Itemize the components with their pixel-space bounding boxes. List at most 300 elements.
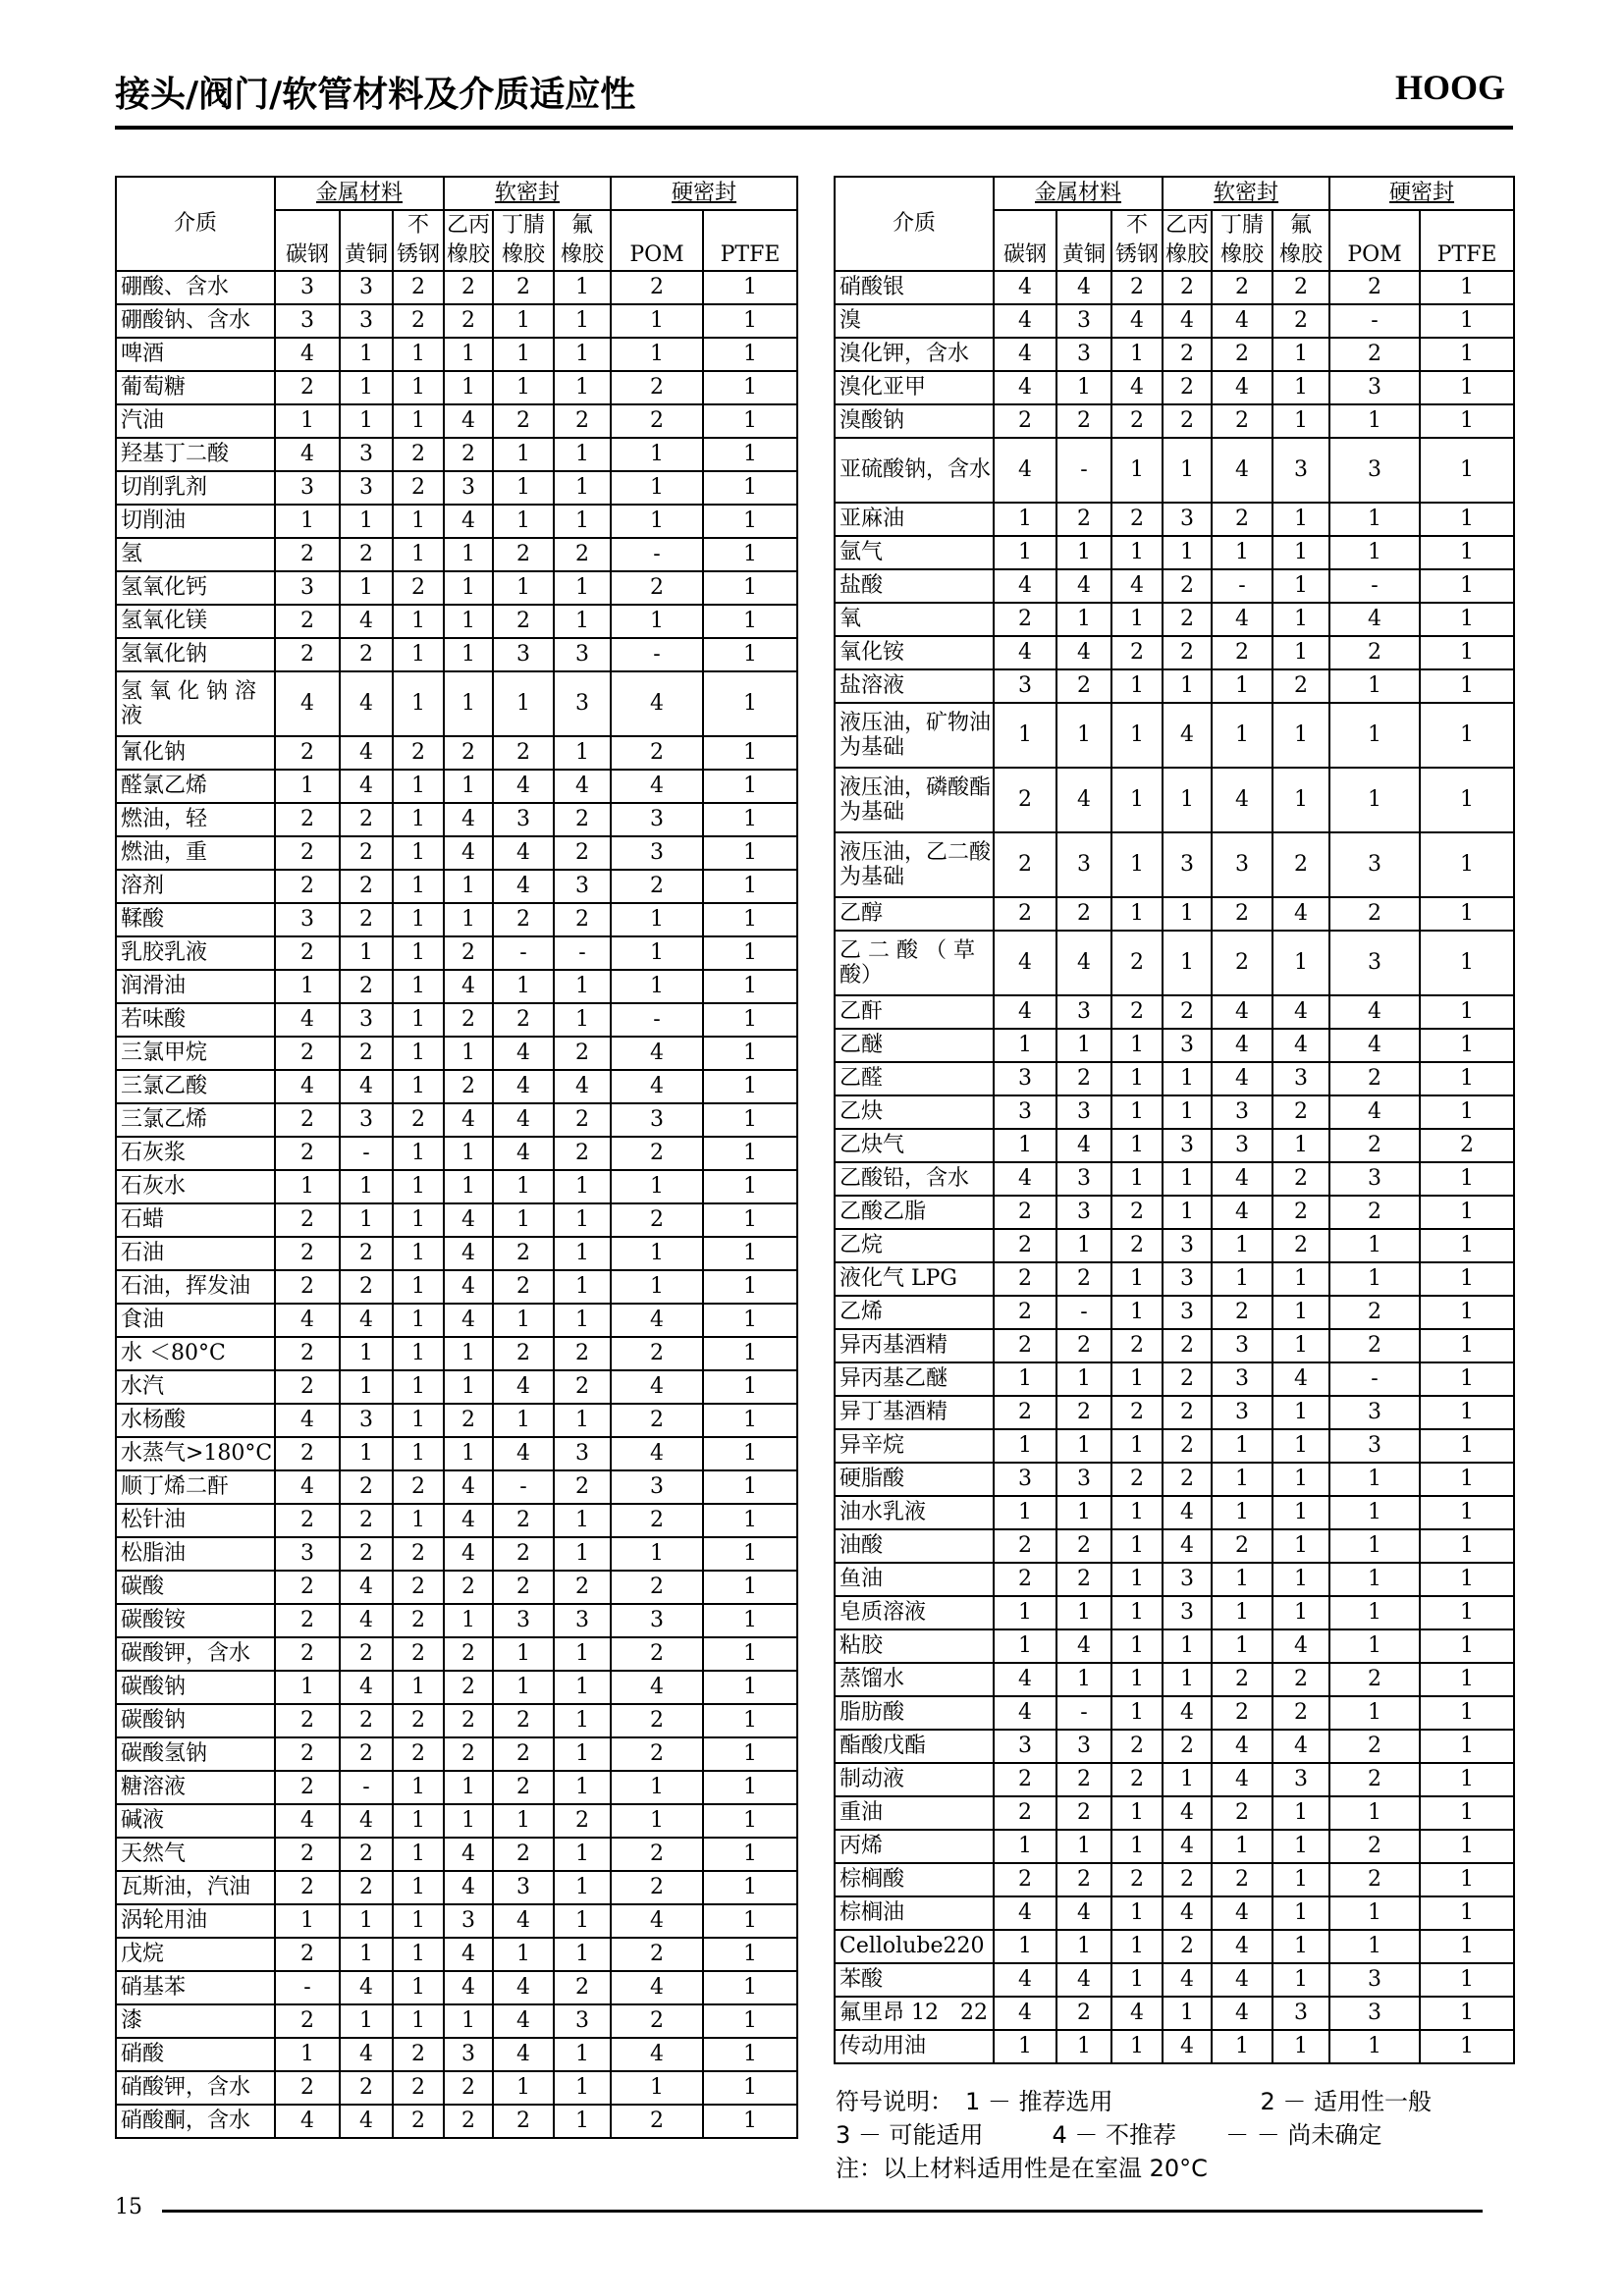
rating-cell: 1	[275, 970, 340, 1003]
medium-name: 碱液	[116, 1804, 275, 1838]
col-header-top	[1329, 210, 1420, 240]
rating-cell: 1	[994, 703, 1056, 768]
rating-cell: 1	[1056, 1229, 1111, 1262]
rating-cell: 1	[1329, 1463, 1420, 1496]
rating-cell: 2	[1163, 1930, 1212, 1963]
rating-cell: 1	[340, 1203, 393, 1237]
rating-cell: 1	[703, 404, 797, 438]
rating-cell: 4	[275, 1003, 340, 1037]
rating-cell: 2	[1163, 1730, 1212, 1763]
rating-cell: 4	[1056, 569, 1111, 603]
rating-cell: 2	[611, 404, 703, 438]
rating-cell: 4	[1212, 1730, 1272, 1763]
rating-cell: 1	[444, 671, 493, 736]
table-row	[835, 1296, 1514, 1329]
medium-name: 氢氧化钠	[116, 638, 275, 671]
rating-cell: 2	[1111, 931, 1163, 995]
table-row	[835, 1396, 1514, 1429]
rating-cell: 1	[1056, 1930, 1111, 1963]
rating-cell: 3	[1272, 438, 1329, 503]
rating-cell: 4	[275, 1070, 340, 1103]
footer-rule	[162, 2210, 1483, 2213]
rating-cell: 2	[444, 304, 493, 338]
rating-cell: 2	[1056, 1563, 1111, 1596]
rating-cell: 2	[554, 903, 611, 936]
rating-cell: 2	[994, 1763, 1056, 1796]
rating-cell: 1	[1272, 338, 1329, 371]
rating-cell: 2	[393, 1537, 444, 1571]
table-row	[116, 538, 797, 571]
rating-cell: 4	[1056, 931, 1111, 995]
rating-cell: 1	[393, 671, 444, 736]
rating-cell: 4	[611, 1904, 703, 1938]
rating-cell: 2	[1163, 404, 1212, 438]
rating-cell: -	[1056, 438, 1111, 503]
rating-cell: 2	[275, 1337, 340, 1370]
rating-cell: 4	[275, 438, 340, 471]
rating-cell: 2	[493, 1337, 554, 1370]
col-header-bottom: 黄铜	[1056, 240, 1111, 271]
rating-cell: 1	[611, 605, 703, 638]
rating-cell: 3	[1212, 832, 1272, 897]
table-row	[835, 768, 1514, 832]
rating-cell: 4	[444, 1537, 493, 1571]
rating-cell: 1	[703, 638, 797, 671]
medium-name: 水汽	[116, 1370, 275, 1404]
rating-cell: 1	[703, 371, 797, 404]
rating-cell: 2	[611, 2004, 703, 2038]
rating-cell: 2	[1329, 338, 1420, 371]
rating-cell: 2	[1329, 1296, 1420, 1329]
table-row	[116, 404, 797, 438]
rating-cell: 3	[1329, 1162, 1420, 1196]
rating-cell: 4	[1212, 1997, 1272, 2030]
rating-cell: 2	[994, 603, 1056, 636]
rating-cell: 4	[554, 1070, 611, 1103]
rating-cell: 1	[554, 1404, 611, 1437]
col-header-top: 乙丙	[444, 210, 493, 240]
medium-name: 瓦斯油，汽油	[116, 1871, 275, 1904]
rating-cell: 3	[1329, 1963, 1420, 1997]
rating-cell: 1	[1272, 1863, 1329, 1896]
rating-cell: 2	[1111, 1863, 1163, 1896]
rating-cell: 1	[1272, 1896, 1329, 1930]
rating-cell: 4	[444, 836, 493, 870]
rating-cell: 1	[1420, 1963, 1514, 1997]
rating-cell: 3	[1056, 832, 1111, 897]
rating-cell: 1	[1056, 703, 1111, 768]
rating-cell: 1	[1272, 1396, 1329, 1429]
rating-cell: 1	[703, 571, 797, 605]
rating-cell: 2	[393, 2105, 444, 2138]
rating-cell: 1	[493, 338, 554, 371]
rating-cell: 1	[554, 338, 611, 371]
rating-cell: 2	[275, 1771, 340, 1804]
table-row	[835, 1429, 1514, 1463]
rating-cell: 2	[275, 1838, 340, 1871]
rating-cell: 1	[1212, 2030, 1272, 2063]
rating-cell: 1	[493, 1804, 554, 1838]
rating-cell: 1	[393, 638, 444, 671]
table-row	[116, 1003, 797, 1037]
rating-cell: 4	[1212, 1963, 1272, 1997]
rating-cell: 2	[393, 2071, 444, 2105]
rating-cell: 1	[554, 1704, 611, 1737]
rating-cell: 1	[1212, 669, 1272, 703]
rating-cell: 4	[444, 1103, 493, 1137]
rating-cell: 4	[1329, 603, 1420, 636]
rating-cell: 3	[1163, 832, 1212, 897]
table-row	[116, 1804, 797, 1838]
rating-cell: 4	[340, 1304, 393, 1337]
rating-cell: 1	[994, 503, 1056, 536]
rating-cell: 1	[1329, 1229, 1420, 1262]
rating-cell: 1	[1272, 536, 1329, 569]
rating-cell: 1	[1111, 536, 1163, 569]
medium-name: 异丁基酒精	[835, 1396, 994, 1429]
table-row	[835, 1463, 1514, 1496]
table-row	[835, 1896, 1514, 1930]
rating-cell: 1	[444, 338, 493, 371]
rating-cell: 1	[703, 1470, 797, 1504]
group-metal-header	[994, 177, 1163, 210]
medium-name: 燃油，轻	[116, 803, 275, 836]
rating-cell: 1	[444, 1804, 493, 1838]
rating-cell: 1	[1420, 371, 1514, 404]
rating-cell: 1	[444, 903, 493, 936]
rating-cell: 4	[1212, 1930, 1272, 1963]
rating-cell: 1	[444, 538, 493, 571]
table-row	[116, 836, 797, 870]
rating-cell: 4	[1056, 1629, 1111, 1663]
rating-cell: 1	[1420, 1463, 1514, 1496]
rating-cell: 4	[1056, 1896, 1111, 1930]
rating-cell: 4	[493, 1437, 554, 1470]
rating-cell: 2	[611, 1504, 703, 1537]
medium-name: 汽油	[116, 404, 275, 438]
rating-cell: 2	[611, 271, 703, 304]
rating-cell: 1	[1272, 1429, 1329, 1463]
medium-name: 戊烷	[116, 1938, 275, 1971]
rating-cell: 4	[554, 770, 611, 803]
rating-cell: 4	[275, 1804, 340, 1838]
rating-cell: 2	[493, 903, 554, 936]
rating-cell: 1	[554, 1203, 611, 1237]
rating-cell: 2	[444, 271, 493, 304]
rating-cell: 4	[493, 1103, 554, 1137]
rating-cell: 1	[611, 2071, 703, 2105]
medium-name: 碳酸钾，含水	[116, 1637, 275, 1671]
col-header-top: 乙丙	[1163, 210, 1212, 240]
rating-cell: 4	[1163, 1896, 1212, 1930]
rating-cell: 2	[1056, 1396, 1111, 1429]
medium-name: 乙酸铅，含水	[835, 1162, 994, 1196]
rating-cell: 1	[611, 936, 703, 970]
rating-cell: 3	[340, 471, 393, 505]
medium-name: 氧	[835, 603, 994, 636]
rating-cell: 2	[611, 1137, 703, 1170]
rating-cell: 4	[493, 1137, 554, 1170]
rating-cell: 2	[275, 1237, 340, 1270]
table-row	[116, 1437, 797, 1470]
rating-cell: 1	[1272, 2030, 1329, 2063]
rating-cell: 4	[994, 338, 1056, 371]
rating-cell: 2	[275, 1270, 340, 1304]
medium-header: 介质	[835, 177, 994, 271]
medium-name: 三氯乙烯	[116, 1103, 275, 1137]
rating-cell: 1	[1420, 1596, 1514, 1629]
table-row	[835, 371, 1514, 404]
rating-cell: 1	[1111, 438, 1163, 503]
rating-cell: 1	[393, 1237, 444, 1270]
col-header-bottom: 橡胶	[1272, 240, 1329, 271]
rating-cell: 4	[444, 1237, 493, 1270]
rating-cell: 1	[994, 1830, 1056, 1863]
medium-name: 氧化铵	[835, 636, 994, 669]
rating-cell: 2	[444, 1070, 493, 1103]
rating-cell: 1	[1420, 603, 1514, 636]
rating-cell: 1	[340, 1904, 393, 1938]
medium-name: 氢 氧 化 钠 溶液	[116, 671, 275, 736]
rating-cell: 1	[1420, 669, 1514, 703]
rating-cell: 2	[493, 1270, 554, 1304]
rating-cell: 4	[1212, 995, 1272, 1029]
rating-cell: 1	[611, 505, 703, 538]
rating-cell: 2	[1056, 897, 1111, 931]
rating-cell: 1	[1111, 1095, 1163, 1129]
rating-cell: 2	[994, 1863, 1056, 1896]
rating-cell: 1	[1111, 703, 1163, 768]
rating-cell: 1	[393, 1804, 444, 1838]
rating-cell: 2	[1329, 1763, 1420, 1796]
rating-cell: 1	[393, 1938, 444, 1971]
rating-cell: 4	[340, 2038, 393, 2071]
rating-cell: 1	[703, 1504, 797, 1537]
rating-cell: 1	[1056, 1496, 1111, 1529]
rating-cell: 2	[444, 736, 493, 770]
medium-name: 酯酸戊酯	[835, 1730, 994, 1763]
rating-cell: 4	[1212, 1162, 1272, 1196]
rating-cell: 2	[994, 1296, 1056, 1329]
rating-cell: 3	[340, 271, 393, 304]
rating-cell: 4	[444, 404, 493, 438]
rating-cell: 1	[1420, 832, 1514, 897]
rating-cell: 4	[1163, 1696, 1212, 1730]
rating-cell: 4	[611, 1037, 703, 1070]
medium-name: 液化气 LPG	[835, 1262, 994, 1296]
rating-cell: 1	[1272, 1796, 1329, 1830]
rating-cell: 4	[994, 438, 1056, 503]
rating-cell: 2	[1329, 1730, 1420, 1763]
rating-cell: 1	[554, 1771, 611, 1804]
rating-cell: 2	[1163, 1396, 1212, 1429]
rating-cell: 2	[493, 1704, 554, 1737]
table-row	[835, 1629, 1514, 1663]
rating-cell: 2	[1329, 1863, 1420, 1896]
rating-cell: 2	[1420, 1129, 1514, 1162]
rating-cell: 2	[611, 1838, 703, 1871]
group-soft-header	[444, 177, 611, 210]
col-header-bottom: PTFE	[1420, 240, 1514, 271]
table-row	[835, 636, 1514, 669]
rating-cell: 1	[611, 1537, 703, 1571]
table-row	[116, 1370, 797, 1404]
rating-cell: 4	[1212, 768, 1272, 832]
medium-name: 传动用油	[835, 2030, 994, 2063]
rating-cell: 3	[1272, 1062, 1329, 1095]
rating-cell: 2	[444, 1404, 493, 1437]
rating-cell: 2	[275, 1437, 340, 1470]
rating-cell: 1	[444, 1170, 493, 1203]
rating-cell: 1	[1111, 1796, 1163, 1830]
rating-cell: 1	[1212, 1830, 1272, 1863]
col-header-bottom: POM	[611, 240, 703, 271]
rating-cell: 1	[393, 1037, 444, 1070]
rating-cell: 1	[1420, 1663, 1514, 1696]
table-row	[116, 605, 797, 638]
rating-cell: 1	[1329, 1563, 1420, 1596]
rating-cell: 1	[703, 2004, 797, 2038]
rating-cell: 1	[994, 1129, 1056, 1162]
rating-cell: 2	[393, 304, 444, 338]
rating-cell: 2	[554, 1103, 611, 1137]
rating-cell: 2	[1329, 1129, 1420, 1162]
rating-cell: 2	[1272, 832, 1329, 897]
rating-cell: 1	[393, 1504, 444, 1537]
rating-cell: 2	[1056, 1262, 1111, 1296]
rating-cell: 4	[611, 1971, 703, 2004]
rating-cell: 4	[994, 1696, 1056, 1730]
rating-cell: 1	[703, 870, 797, 903]
rating-cell: 1	[444, 571, 493, 605]
rating-cell: 3	[493, 1604, 554, 1637]
rating-cell: 1	[554, 970, 611, 1003]
rating-cell: 3	[1329, 1396, 1420, 1429]
table-row	[116, 736, 797, 770]
rating-cell: 1	[703, 1370, 797, 1404]
rating-cell: 2	[554, 1137, 611, 1170]
rating-cell: 1	[703, 1971, 797, 2004]
rating-cell: 4	[1212, 371, 1272, 404]
rating-cell: 2	[994, 1329, 1056, 1362]
rating-cell: 3	[1056, 1162, 1111, 1196]
rating-cell: 2	[1163, 1362, 1212, 1396]
rating-cell: 1	[493, 2071, 554, 2105]
rating-cell: 1	[1420, 1196, 1514, 1229]
rating-cell: 4	[1272, 1362, 1329, 1396]
medium-name: 异丙基乙醚	[835, 1362, 994, 1396]
rating-cell: -	[340, 1137, 393, 1170]
legend-row-2	[836, 2118, 1523, 2152]
rating-cell: -	[1056, 1696, 1111, 1730]
medium-name: 漆	[116, 2004, 275, 2038]
rating-cell: 4	[340, 2105, 393, 2138]
table-row	[116, 1671, 797, 1704]
rating-cell: 2	[1056, 1062, 1111, 1095]
rating-cell: 1	[493, 304, 554, 338]
rating-cell: 1	[393, 1838, 444, 1871]
rating-cell: 2	[493, 1237, 554, 1270]
table-row	[835, 2030, 1514, 2063]
rating-cell: 1	[1420, 1029, 1514, 1062]
rating-cell: 1	[1420, 1763, 1514, 1796]
rating-cell: 2	[393, 1604, 444, 1637]
rating-cell: 4	[444, 1304, 493, 1337]
medium-name: 石灰浆	[116, 1137, 275, 1170]
rating-cell: 2	[393, 471, 444, 505]
rating-cell: 4	[340, 1571, 393, 1604]
rating-cell: 1	[1329, 503, 1420, 536]
rating-cell: 3	[554, 638, 611, 671]
medium-name: 溴	[835, 304, 994, 338]
rating-cell: 1	[1272, 404, 1329, 438]
table-row	[116, 2038, 797, 2071]
table-row	[835, 271, 1514, 304]
medium-name: 溴化钾，含水	[835, 338, 994, 371]
rating-cell: 1	[703, 1070, 797, 1103]
table-row	[116, 1771, 797, 1804]
rating-cell: 1	[554, 1871, 611, 1904]
rating-cell: 2	[275, 1637, 340, 1671]
rating-cell: 1	[1212, 1629, 1272, 1663]
rating-cell: 1	[703, 1938, 797, 1971]
table-row	[835, 438, 1514, 503]
rating-cell: 2	[1212, 338, 1272, 371]
rating-cell: 4	[275, 1304, 340, 1337]
rating-cell: 2	[1111, 1329, 1163, 1362]
rating-cell: 2	[275, 1103, 340, 1137]
rating-cell: 1	[703, 1804, 797, 1838]
rating-cell: 3	[1056, 1730, 1111, 1763]
rating-cell: 1	[703, 1203, 797, 1237]
rating-cell: 3	[1056, 1196, 1111, 1229]
rating-cell: 1	[1111, 1663, 1163, 1696]
table-row	[835, 1029, 1514, 1062]
medium-name: 松针油	[116, 1504, 275, 1537]
col-header-bottom: 碳钢	[994, 240, 1056, 271]
rating-cell: 1	[1056, 603, 1111, 636]
rating-cell: 4	[493, 1070, 554, 1103]
rating-cell: 1	[1163, 1196, 1212, 1229]
rating-cell: 2	[340, 836, 393, 870]
rating-cell: 1	[1056, 1830, 1111, 1863]
rating-cell: 3	[1163, 503, 1212, 536]
rating-cell: 2	[493, 2105, 554, 2138]
rating-cell: 1	[393, 371, 444, 404]
medium-name: 乙酸乙脂	[835, 1196, 994, 1229]
table-row	[116, 1337, 797, 1370]
rating-cell: 3	[1212, 1362, 1272, 1396]
rating-cell: 4	[1212, 1896, 1272, 1930]
rating-cell: 1	[1272, 1830, 1329, 1863]
rating-cell: 2	[611, 736, 703, 770]
rating-cell: 4	[340, 736, 393, 770]
rating-cell: 3	[994, 1463, 1056, 1496]
col-header-bottom: 锈钢	[393, 240, 444, 271]
medium-name: 乙酐	[835, 995, 994, 1029]
rating-cell: 4	[1163, 1796, 1212, 1830]
rating-cell: 1	[1420, 503, 1514, 536]
rating-cell: 1	[1272, 1463, 1329, 1496]
col-header-top: 丁腈	[1212, 210, 1272, 240]
rating-cell: 3	[493, 638, 554, 671]
rating-cell: 4	[444, 505, 493, 538]
rating-cell: 1	[1420, 1162, 1514, 1196]
rating-cell: 2	[554, 1470, 611, 1504]
rating-cell: 1	[493, 1637, 554, 1671]
medium-name: 溶剂	[116, 870, 275, 903]
rating-cell: 3	[340, 438, 393, 471]
